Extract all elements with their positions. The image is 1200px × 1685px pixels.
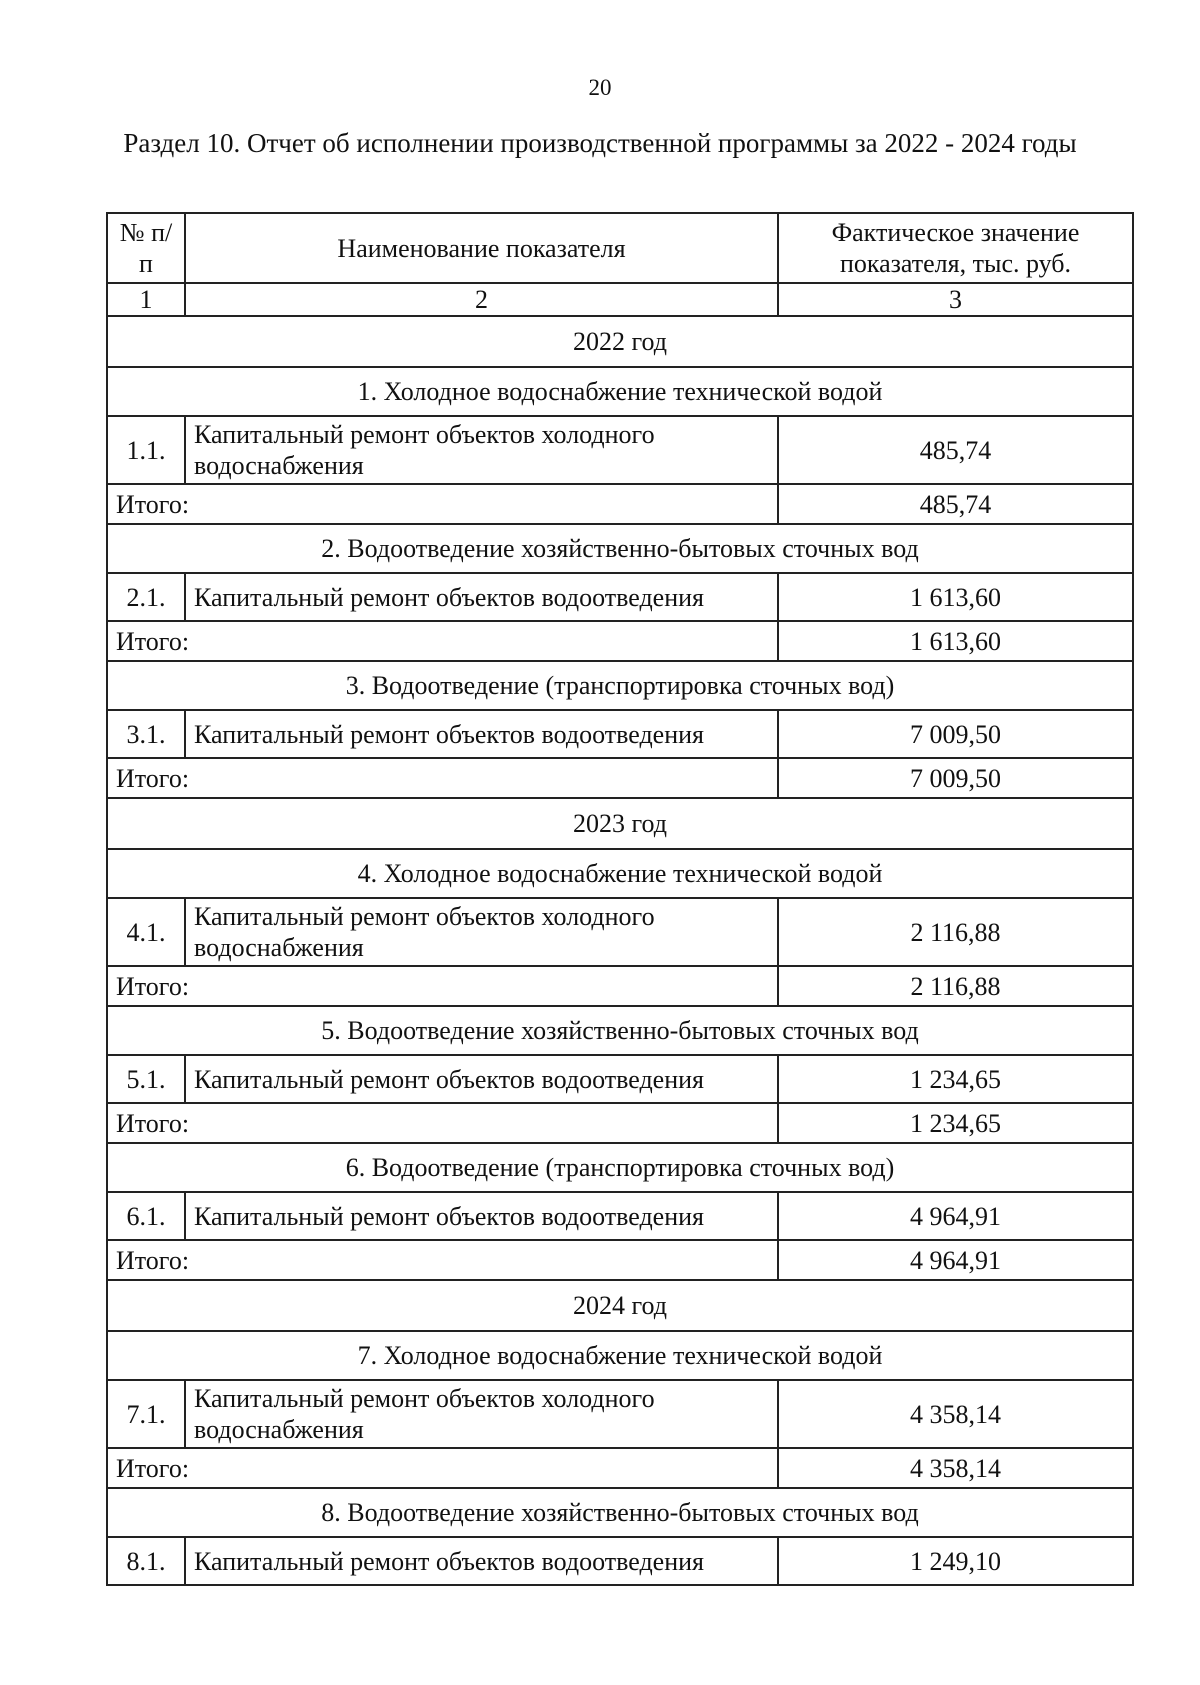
table-row	[107, 898, 1133, 966]
total-value: 7 009,50	[778, 758, 1133, 798]
table-row	[107, 710, 1133, 758]
total-row	[107, 1448, 1133, 1488]
section-title: Раздел 10. Отчет об исполнении производственной программы за 2022 - 2024 годы	[123, 128, 1077, 158]
item-value: 7 009,50	[778, 710, 1133, 758]
item-num: 1.1.	[107, 416, 185, 484]
table-row	[107, 1380, 1133, 1448]
total-row	[107, 1103, 1133, 1143]
item-name: Капитальный ремонт объектов водоотведения	[185, 573, 778, 621]
category-heading: 1. Холодное водоснабжение технической водой	[107, 367, 1133, 416]
total-label: Итого:	[107, 484, 778, 524]
total-row	[107, 758, 1133, 798]
item-name: Капитальный ремонт объектов холодного водоснабжения	[185, 416, 778, 484]
item-value: 2 116,88	[778, 898, 1133, 966]
year-heading: 2024 год	[107, 1280, 1133, 1331]
total-label: Итого:	[107, 1103, 778, 1143]
table-row	[107, 1537, 1133, 1585]
item-name: Капитальный ремонт объектов водоотведения	[185, 1055, 778, 1103]
item-num: 8.1.	[107, 1537, 185, 1585]
category-heading: 2. Водоотведение хозяйственно-бытовых сточных вод	[107, 524, 1133, 573]
total-row	[107, 1240, 1133, 1280]
category-heading: 3. Водоотведение (транспортировка сточных вод)	[107, 661, 1133, 710]
item-num: 6.1.	[107, 1192, 185, 1240]
item-value: 1 249,10	[778, 1537, 1133, 1585]
index-cell: 1	[107, 283, 185, 316]
item-name: Капитальный ремонт объектов холодного водоснабжения	[185, 1380, 778, 1448]
category-heading: 6. Водоотведение (транспортировка сточных вод)	[107, 1143, 1133, 1192]
total-value: 1 234,65	[778, 1103, 1133, 1143]
category-heading: 4. Холодное водоснабжение технической водой	[107, 849, 1133, 898]
total-value: 4 964,91	[778, 1240, 1133, 1280]
table-row	[107, 416, 1133, 484]
index-cell: 2	[185, 283, 778, 316]
page-number: 20	[588, 75, 612, 100]
total-row	[107, 966, 1133, 1006]
item-num: 7.1.	[107, 1380, 185, 1448]
table-row	[107, 1055, 1133, 1103]
report-table	[106, 212, 1134, 1586]
table-row	[107, 573, 1133, 621]
total-row	[107, 484, 1133, 524]
total-value: 4 358,14	[778, 1448, 1133, 1488]
index-cell: 3	[778, 283, 1133, 316]
total-row	[107, 621, 1133, 661]
item-num: 4.1.	[107, 898, 185, 966]
item-name: Капитальный ремонт объектов водоотведения	[185, 710, 778, 758]
item-value: 485,74	[778, 416, 1133, 484]
item-name: Капитальный ремонт объектов водоотведения	[185, 1192, 778, 1240]
table-row	[107, 1192, 1133, 1240]
year-heading: 2022 год	[107, 316, 1133, 367]
total-label: Итого:	[107, 758, 778, 798]
total-value: 485,74	[778, 484, 1133, 524]
item-name: Капитальный ремонт объектов водоотведения	[185, 1537, 778, 1585]
total-label: Итого:	[107, 1240, 778, 1280]
item-value: 4 964,91	[778, 1192, 1133, 1240]
total-label: Итого:	[107, 1448, 778, 1488]
header-num: № п/п	[107, 213, 185, 283]
total-label: Итого:	[107, 966, 778, 1006]
category-heading: 8. Водоотведение хозяйственно-бытовых сточных вод	[107, 1488, 1133, 1537]
item-num: 2.1.	[107, 573, 185, 621]
category-heading: 5. Водоотведение хозяйственно-бытовых сточных вод	[107, 1006, 1133, 1055]
item-value: 4 358,14	[778, 1380, 1133, 1448]
item-name: Капитальный ремонт объектов холодного водоснабжения	[185, 898, 778, 966]
item-value: 1 613,60	[778, 573, 1133, 621]
item-num: 3.1.	[107, 710, 185, 758]
category-heading: 7. Холодное водоснабжение технической водой	[107, 1331, 1133, 1380]
year-heading: 2023 год	[107, 798, 1133, 849]
header-name: Наименование показателя	[185, 213, 778, 283]
total-label: Итого:	[107, 621, 778, 661]
header-value: Фактическое значение показателя, тыс. руб.	[778, 213, 1133, 283]
item-num: 5.1.	[107, 1055, 185, 1103]
total-value: 2 116,88	[778, 966, 1133, 1006]
item-value: 1 234,65	[778, 1055, 1133, 1103]
total-value: 1 613,60	[778, 621, 1133, 661]
